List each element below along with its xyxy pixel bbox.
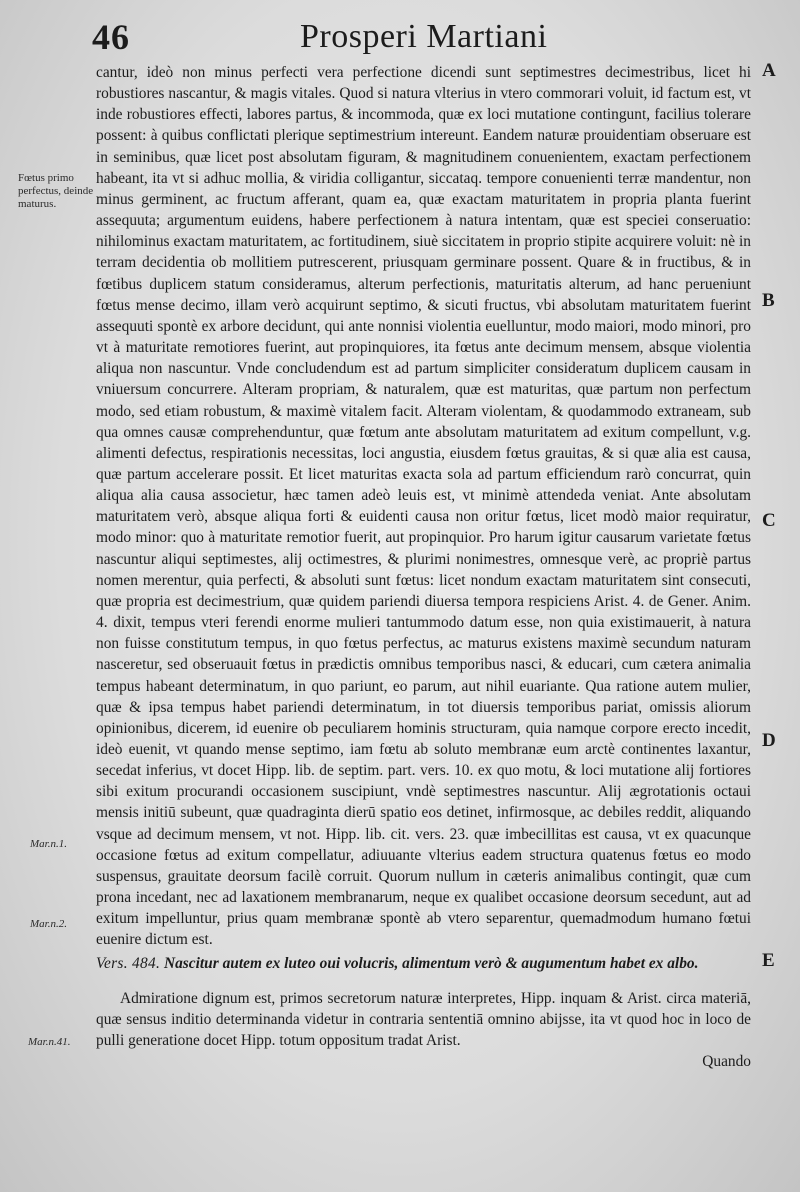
section-letter-d: D [762, 730, 776, 751]
margin-note-foetus: Fœtus primo perfectus, deinde maturus. [18, 172, 94, 210]
verse-citation [96, 953, 751, 974]
verse-quote: Nascitur autem ex luteo oui volucris, alimentum verò & augumentum habet ex albo. [164, 954, 699, 972]
section-letter-a: A [762, 60, 776, 81]
main-paragraph: cantur, ideò non minus perfecti vera perfectione dicendi sunt septimestres decimestribus, licet hi robustiores nascantur, & magis vitales. Quod si natura vlterius in vtero commorari voluit, id factum est, vt inde robustiores effecti, labores partus, & incommoda, quæ ex loci mutatione contingunt, facilius tolerare possent: à quibus conflictati plerique septimestrium intereunt. Eandem naturæ prouidentiam obseruare est in seminibus, quæ licet post absolutam figuram, & magnitudinem conuenientem, exactam perfectionem habeant, ita vt si adhuc mollia, & viridia colligantur, siccataq. tempore conuenienti terræ mandentur, non minus germinent, ac fructum afferant, quam ea, quæ exactam maturitatem in propria planta fuerint assequuta; argumentum euidens, habere perfectionem à natura intentam, quæ est speciei conseruatio: nihilominus exactam maturitatem, ac fortitudinem, siuè siccitatem in proprio stipite acquirere voluit: nè in terram decidentia ob mollitiem putrescerent, priusquam germinare possent. Quare & in fructibus, & in fœtibus duplicem statum consideramus, alterum perfectionis, maturitatis alterum, ad hanc perueniunt fœtus mense decimo, illam verò acquirunt septimo, & sicuti fructus, vbi absolutam maturitatem fuerint assequuti spontè ex arbore decidunt, qui ante nonnisi violentia euelluntur, modo maiori, modo minori, pro vt à maturitate remotiores fuerint, aut propinquiores, ita fœtus ante decimum mensem, absque violentia aliqua non nascuntur. Vnde concludendum est ad partum simpliciter consideratum duplicem causam in vniuersum concurrere. Alteram propriam, & naturalem, quæ est maturitas, quæ partum non perfectum modo, sed etiam robustum, & maximè vitalem facit. Alteram violentam, & quodammodo extraneam, sub qua omnes causæ comprehenduntur, quæ fœtum ante absolutam maturitatem ad exitum compellunt, v.g. alimenti defectus, respirationis necessitas, loci angustia, eiusdem fœtus grauitas, & si quæ alia est causa, quæ partum accelerare possit. Et licet maturitas exacta sola ad partum efficiendum rarò concurrat, quin aliqua alia causa associetur, hæc tamen adeò leuis est, vt minimè attendeda veniat. Ante absolutam maturitatem verò, absque aliqua forti & euidenti causa non oritur fœtus, licet modò maior requiratur, modo minor: quo à maturitate remotior fuerit, aut propinquior. Pro harum igitur causarum varietate fœtus nascuntur aliqui septimestes, alij octimestres, & plurimi nonimestres, omnesque verè, ac propriè partus nomen merentur, quia perfecti, & absoluti sunt fœtus: licet nondum exactam maturitatem sint consecuti, quæ propria est decimestrium, quæ quidem pariendi diuersa tempora respiciens Arist. 4. de Gener. Anim. 4. dixit, tempus vteri ferendi enorme mulieri tantummodo datum esse, non quia existimauerit, à natura non fuisse constitutum tempus, in quo fœtus perfectus, ac maturus existens maximè secundum naturam nasceretur, sed obseruauit fœtus in prædictis omnibus temporibus nasci, & educari, cum cætera animalia tempus habeant determinatum, in quo pariunt, eo parum, aut nihil euariante. Qua ratione autem mulier, quæ & ipsa tempus habet pariendi determinatum, in tot diuersis temporibus pariat, omissis aliorum opinionibus, dicerem, id euenire ob peculiarem hominis structuram, quia namque corpore erecto incedit, ideò euenit, vt quando mense septimo, iam fœtu ab soluto membranæ eum arctè continentes laxantur, secedat inferius, vt docet Hipp. lib. de septim. part. vers. 10. ex quo motu, & loci mutatione alij fortiores sibi exitum procurandi occasionem suscipiunt, vndè septimestres nascuntur. Alij ægrotationis octaui mensis initiū subeunt, quæ quadraginta dierū spatio eos detinet, infirmosque, ac debiles reddit, aliquando vsque ad decimum mensem, vt not. Hipp. lib. cit. vers. 23. quæ imbecillitas est causa, vt ex quacunque occasione fœtus ad exitum compellatur, adiuuante vlterius eadem structura quatenus fœtus eo modo suspensus, grauitate deorsum facilè corruit. Quorum nullum in cæteris animalibus contingit, quæ cum prona incedant, nec ad laxationem membranarum, neque ex qualibet occasione deorsum secedunt, aut ad exitum impelluntur, prius quam membranæ spontè ab vtero separentur, quemadmodum humano fœtui euenire dictum est. [96, 64, 751, 949]
margin-note-mar1: Mar.n.1. [30, 838, 67, 850]
running-title: Prosperi Martiani [300, 18, 548, 55]
margin-note-mar2: Mar.n.2. [30, 918, 67, 930]
catchword: Quando [702, 1053, 751, 1071]
section-letter-c: C [762, 510, 776, 531]
page-number: 46 [92, 17, 130, 57]
section-letter-e: E [762, 950, 775, 971]
verse-label: Vers. 484. [96, 954, 161, 972]
commentary-paragraph: Admiratione dignum est, primos secretorum naturæ interpretes, Hipp. inquam & Arist. circa materiā, quæ sensus inditio determinanda videtur in contraria sententiā omnino abijsse, ita vt quod hoc in loco de pulli generatione docet Hipp. totum oppositum tradat Arist. [96, 989, 751, 1050]
body-text [96, 62, 751, 1072]
section-letter-b: B [762, 290, 775, 311]
margin-note-mar41: Mar.n.41. [28, 1036, 71, 1048]
